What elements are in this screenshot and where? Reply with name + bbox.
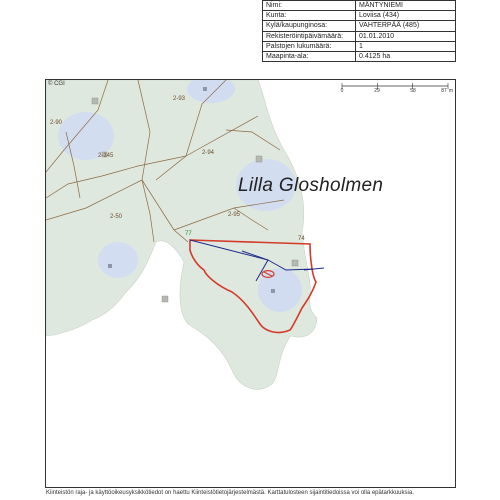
info-row-municipality — [263, 11, 456, 21]
info-value: 0.4125 ha — [356, 51, 456, 61]
parcel-label: 2-94 — [202, 150, 215, 156]
info-label: Rekisteröintipäivämäärä: — [263, 31, 356, 41]
scale-bar — [340, 82, 452, 100]
info-label: Kylä/kaupunginosa: — [263, 21, 356, 31]
info-row-parcel-count — [263, 41, 456, 51]
scale-tick-label: 58 — [410, 88, 416, 94]
terrain-symbol: ıı — [271, 288, 275, 295]
parcel-label: 2-50 — [110, 214, 123, 220]
info-value: 01.01.2010 — [356, 31, 456, 41]
map-copyright: © CGI — [48, 81, 65, 87]
info-value: MÄNTYNIEMI — [356, 1, 456, 11]
terrain-symbol: ıı — [108, 263, 112, 270]
info-value: VAHTERPÄÄ (485) — [356, 21, 456, 31]
info-row-land-area — [263, 51, 456, 61]
parcel-label: 2-93 — [173, 96, 186, 102]
building-marker — [162, 296, 168, 302]
terrain-symbol: ıı — [203, 86, 207, 93]
building-marker — [292, 260, 298, 266]
parcel-label: 2-95 — [228, 212, 241, 218]
scale-tick-label: 87 — [441, 88, 447, 94]
info-row-village — [263, 21, 456, 31]
building-marker — [256, 156, 262, 162]
parcel-label: 2-90 — [50, 120, 63, 126]
footer-disclaimer: Kiinteistön raja- ja käyttöoikeusyksikkötiedot on haettu Kiinteistötietojärjestelmästä. Karttatulosteen sijaintitiedoissa voi olla epätarkkuuksia. — [46, 490, 414, 496]
map-canvas[interactable] — [46, 80, 456, 488]
rock-area — [98, 242, 138, 278]
property-info-table — [262, 0, 456, 62]
info-row-registration-date — [263, 31, 456, 41]
info-value: 1 — [356, 41, 456, 51]
parcel-label: 77 — [185, 231, 192, 237]
place-name-label: Lilla Glosholmen — [238, 175, 384, 196]
scale-tick-label: 0 — [340, 88, 344, 94]
rock-area — [258, 268, 302, 312]
info-value: Loviisa (434) — [356, 11, 456, 21]
info-label: Maapinta-ala: — [263, 51, 356, 61]
scale-unit: m — [448, 88, 454, 94]
building-marker — [92, 98, 98, 104]
parcel-label: 74 — [298, 236, 305, 242]
scale-tick-label: 29 — [374, 88, 380, 94]
parcel-label: 2-145 — [98, 153, 114, 159]
info-row-name — [263, 1, 456, 11]
info-label: Nimi: — [263, 1, 356, 11]
scale-bar-line — [340, 82, 452, 90]
map-frame[interactable] — [45, 79, 456, 488]
info-label: Kunta: — [263, 11, 356, 21]
info-label: Palstojen lukumäärä: — [263, 41, 356, 51]
